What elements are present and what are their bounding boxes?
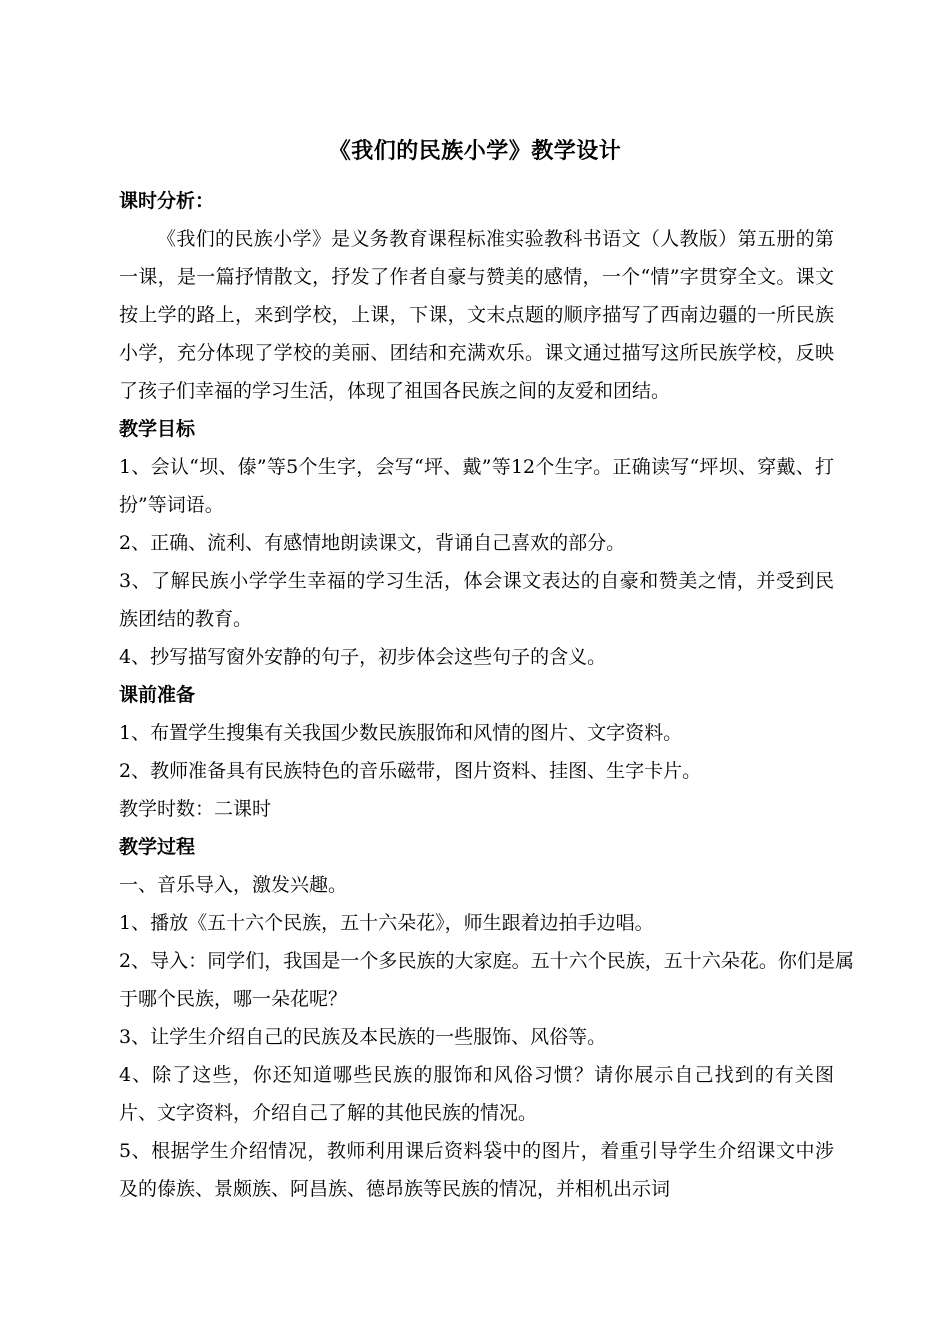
process-item-1: 1、播放《五十六个民族，五十六朵花》，师生跟着边拍手边唱。 (119, 912, 654, 934)
section-heading-analysis: 课时分析： (119, 190, 215, 212)
section-heading-process: 教学过程 (119, 836, 196, 858)
goal-item-1: 1、会认“坝、傣”等5个生字，会写“坪、戴”等12个生字。正确读写“坪坝、穿戴、打扮”等词语。 (119, 456, 834, 516)
process-item-3: 3、让学生介绍自己的民族及本民族的一些服饰、风俗等。 (119, 1026, 607, 1048)
process-item-5: 5、根据学生介绍情况，教师利用课后资料袋中的图片，着重引导学生介绍课文中涉及的傣族、景颇族、阿昌族、德昂族等民族的情况，并相机出示词 (119, 1140, 834, 1200)
document-body (119, 182, 854, 1208)
teaching-hours: 教学时数：二课时 (119, 798, 272, 820)
process-item-4: 4、除了这些，你还知道哪些民族的服饰和风俗习惯？请你展示自己找到的有关图片、文字资料，介绍自己了解的其他民族的情况。 (119, 1064, 834, 1124)
goal-item-2: 2、正确、流利、有感情地朗读课文，背诵自己喜欢的部分。 (119, 532, 626, 554)
analysis-paragraph: 《我们的民族小学》是义务教育课程标准实验教科书语文（人教版）第五册的第一课，是一篇抒情散文，抒发了作者自豪与赞美的感情，一个“情”字贯穿全文。课文按上学的路上，来到学校，上课，下课，文末点题的顺序描写了西南边疆的一所民族小学，充分体现了学校的美丽、团结和充满欢乐。课文通过描写这所民族学校，反映了孩子们幸福的学习生活，体现了祖国各民族之间的友爱和团结。 (119, 228, 834, 402)
goal-item-3: 3、了解民族小学学生幸福的学习生活，体会课文表达的自豪和赞美之情，并受到民族团结的教育。 (119, 570, 834, 630)
section-heading-preparation: 课前准备 (119, 684, 196, 706)
document-title: 《我们的民族小学》教学设计 (328, 138, 622, 164)
process-item-2: 2、导入：同学们，我国是一个多民族的大家庭。五十六个民族，五十六朵花。你们是属于哪个民族，哪一朵花呢？ (119, 950, 854, 1010)
process-item-intro: 一、音乐导入，激发兴趣。 (119, 874, 348, 896)
preparation-item-2: 2、教师准备具有民族特色的音乐磁带，图片资料、挂图、生字卡片。 (119, 760, 702, 782)
goal-item-4: 4、抄写描写窗外安静的句子，初步体会这些句子的含义。 (119, 646, 607, 668)
section-heading-goals: 教学目标 (119, 418, 196, 440)
preparation-item-1: 1、布置学生搜集有关我国少数民族服饰和风情的图片、文字资料。 (119, 722, 683, 744)
